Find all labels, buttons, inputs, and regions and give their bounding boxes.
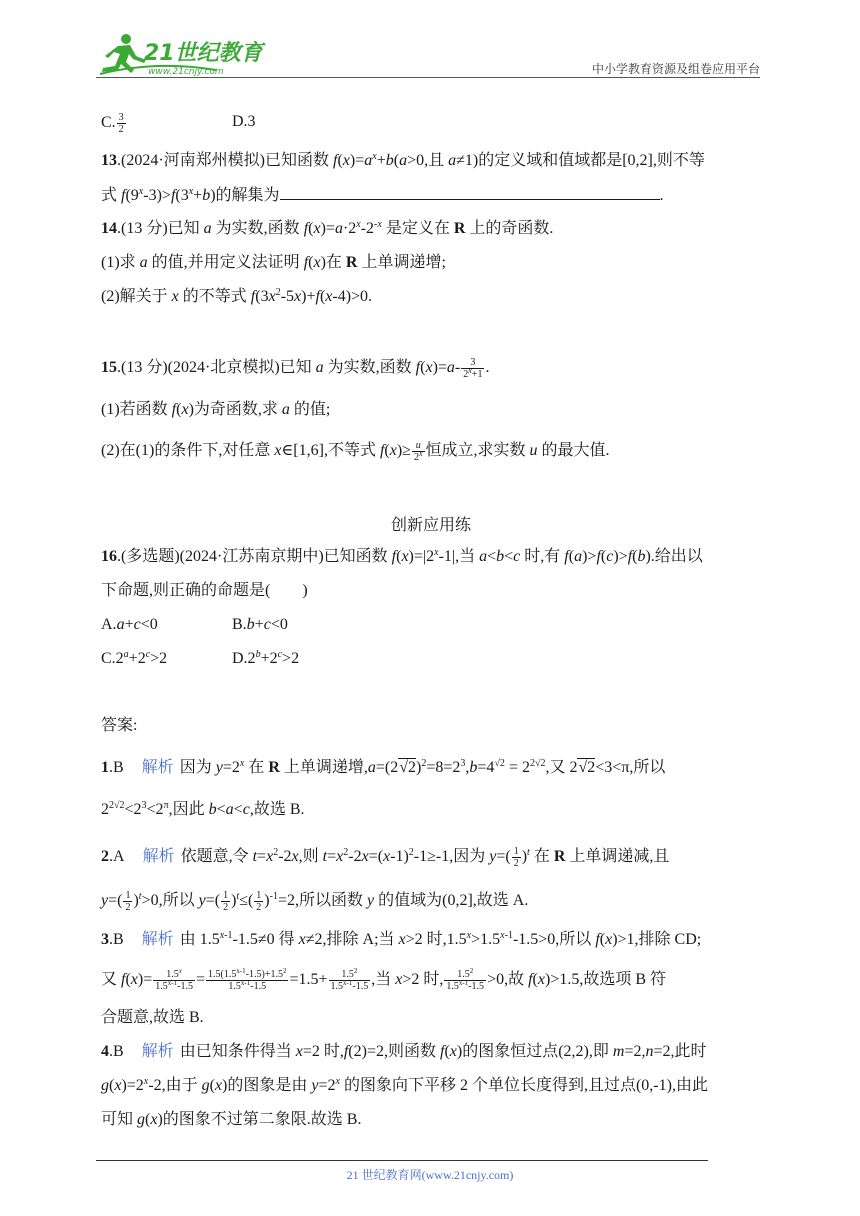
svg-text:21世纪教育: 21世纪教育 [144,41,263,66]
page-footer[interactable]: 21 世纪教育网(www.21cnjy.com) [346,1168,514,1182]
answer-3-line1: 3.B 解析 由 $1.5^{x-1}-1.5\ne 0$ 得 x≠2,排除 A;当 x>2 时$,1.5^x>1.5^{x-1}-1.5>0$,所以 f(x)>1,排除 CD; [101,930,702,948]
answer-4-line1: 4.B 解析 由已知条件得当 x=2 时,f(2)=2,则函数 f(x)的图象恒过点(2,2),即 m=2,n=2,此时 [101,1043,707,1060]
option-d: $D.2^b+2^c>2$ [232,649,300,667]
question-14-part2: (2)解关于 x 的不等式 $f(3x^2-5x)+f(x-4)>0$. [101,287,373,305]
analysis-tag: 解析 [141,759,174,776]
option-c: $C.2^a+2^c>2$ [101,649,168,667]
answer-1-line1: 1.B 解析 因为 $y=2^x$ 在 R 上单调递增$,a=(2√2)^2=8=2^3,b=4^{√2} = 2^{2√2}$,又 2√2<3<π,所以 [101,758,666,776]
header-divider [96,77,760,78]
question-15-part1: (1)若函数 f(x)为奇函数,求 a 的值; [101,401,331,418]
question-14-line1: 14.(13 分)已知 a 为实数,函数 $f(x)=a\cdot 2^x-2^{-x}$ 是定义在 R 上的奇函数. [101,219,554,237]
option-d: D.3 [232,113,256,130]
question-16-line1: 16.(多选题)(2024·江苏南京期中)已知函数 $f(x)=|2^x-1|$,当 a<b<c 时,有 f(a)>f(c)>f(b).给出以 [101,547,703,565]
q12-options [101,112,256,135]
question-13-line1: 13.(2024·河南郑州模拟)已知函数 $f(x)=a^x+b(a>0$,且 a≠1)的定义域和值域都是[0,2],则不等 [101,151,705,169]
answer-3-line2: 又 f(x)= $\frac{1.5^x}{1.5^{x-1}-1.5}$ = $\frac{1.5(1.5^{x-1}-1.5)+1.5^2}{1.5^{x-1}-1.5}$ =1.5+ $\frac{1.5^2}{1.5^{x-1}-1.5}$ ,当 x>2 时, $\frac{1.5^2}{1.5^{x-1}-1.5}$ >0,故 f(x)>1.5,故选项 B 符 [101,967,667,992]
question-14-part1: (1)求 a 的值,并用定义法证明 f(x)在 R 上单调递增; [101,254,446,271]
answer-4-line2: $g(x)=2^x-2$,由于 g(x)的图象是由 $y=2^x$ 的图象向下平移 2 个单位长度得到,且过点(0,-1),由此 [101,1076,708,1094]
question-15-part2: (2)在(1)的条件下,对任意 x∈[1,6],不等式 f(x)≥ $\frac{u}{2^x}$ 恒成立,求实数 u 的最大值. [101,440,610,463]
option-c-label: C. [101,114,116,132]
question-15-line1: 15.(13 分)(2024·北京模拟)已知 a 为实数,函数 f(x)=a- $\frac{3}{2^x+1}$ . [101,357,490,380]
answer-2-line1: 2.A 解析 依题意,令 $t=x^2-2x$,则 $t=x^2-2x=(x-1)^2-1\ge-1$,因为 y=( $\frac{1}{2}$ )$^t$ 在 R 上单调递减,且 [101,846,670,869]
question-16-line2: 下命题,则正确的命题是( ) [101,582,308,599]
section-title: 创新应用练 [390,517,471,534]
option-b: B.b+c<0 [232,616,288,633]
answer-4-line3: 可知 g(x)的图象不过第二象限.故选 B. [101,1111,362,1128]
footer-divider [96,1160,708,1161]
option-c-fraction: $\frac{3}{2}$ [118,112,124,135]
option-a: A.a+c<0 [101,616,158,633]
platform-name: 中小学教育资源及组卷应用平台 [591,62,760,76]
site-logo [96,30,266,78]
answer-2-line2: y=( $\frac{1}{2}$ )$^t$>0,所以 y=( $\frac{1}{2}$ )$^t$≤( $\frac{1}{2}$ )$^{-1}$=2,所以函数 y 的值域为(0,2],故选 A. [101,890,529,913]
answers-title: 答案: [101,717,138,734]
answer-1-line2: $2^{2√2}<2^3<2^\pi$,因此 b<a<c,故选 B. [101,800,305,818]
svg-text:www.21cnjy.com: www.21cnjy.com [148,67,224,77]
answer-3-line3: 合题意,故选 B. [101,1009,204,1026]
question-13-line2: 式 $f(9^x-3)>f(3^x+b)$的解集为 . [101,186,664,204]
page-header [96,30,760,80]
answer-blank[interactable] [280,185,660,200]
